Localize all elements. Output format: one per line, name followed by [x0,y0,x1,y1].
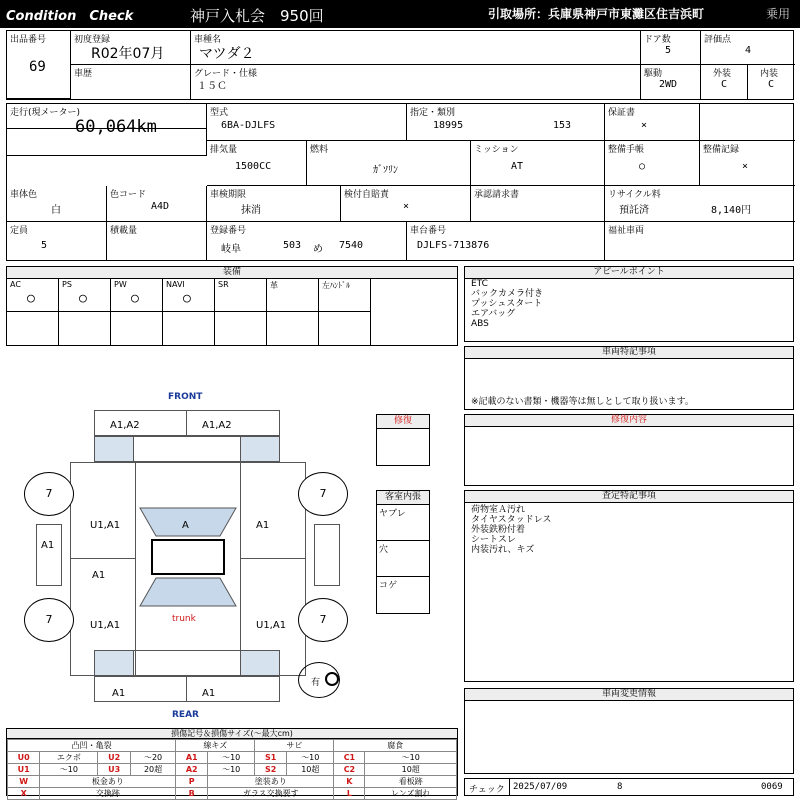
reg-class: 503 [283,240,302,251]
lot-number: 69 [29,59,46,75]
appeal-line: ABS [471,319,489,329]
footer-bar [464,778,794,796]
legend-code-cell: レンズ割れ [365,788,457,800]
assessment-line: 荷物室Ａ汚れ [471,505,526,515]
load-label: 積載量 [110,226,138,236]
legend-cell: S2 [255,764,287,776]
legend-cell: 10超 [287,764,334,776]
equipment-value: ○ [27,291,35,306]
header-bar [0,0,800,28]
equipment-title: 装備 [7,267,457,279]
tire-front-left: 7 [24,472,74,516]
appeal-line: エアバッグ [471,309,516,319]
legend-cell: U0 [8,752,40,764]
welfare-cell [605,222,795,260]
recycle-cell [605,186,795,222]
equipment-item [163,279,215,312]
equipment-blank [163,312,215,345]
cabin-item: 穴 [377,541,429,577]
fuel-label: 燃料 [310,145,329,155]
equipment-value: ○ [183,291,191,306]
appeal-line: ETC [471,279,488,289]
reg-no-label: 登録番号 [210,226,247,236]
special-panel [464,346,794,410]
mark-rear-left: A1 [112,688,126,699]
assessment-title: 査定特記事項 [465,491,793,503]
warranty-blank-cell [700,104,795,141]
cabin-box [376,490,430,614]
equipment-label: AC [10,280,21,289]
car-name-label: 車種名 [194,35,222,45]
legend-code-cell: B [176,788,208,800]
legend-cell: C2 [334,764,365,776]
header-left: Condition Check [6,9,134,24]
assessment-panel [464,490,794,682]
change-info-title: 車両変更情報 [465,689,793,701]
maint-record-label: 整備記録 [703,145,740,155]
mark-roof: A [182,520,189,531]
exterior-cell [701,65,748,99]
color-cell [7,186,107,222]
appeal-line: バックカメラ付き [471,289,544,299]
fuel-cell [307,141,471,186]
vehicle-top-block [6,30,794,100]
color-code-label: 色コード [110,190,147,200]
tire-rear-right: 7 [298,598,348,642]
score-label: 評価点 [704,35,732,45]
lot-cell [7,31,71,99]
interior-cell [748,65,795,99]
cabin-title: 客室内張 [377,491,429,505]
designation-label: 指定・類別 [410,108,456,118]
drive-label: 駆動 [644,69,663,79]
special-note: ※記載のない書類・機器等は無しとして取り扱います。 [471,397,694,407]
load-cell [107,222,207,260]
pickup-location: 引取場所：兵庫県神戸市東灘区住吉浜町 [488,7,705,21]
tire-front-right: 7 [298,472,348,516]
drive-value: 2WD [659,79,678,90]
equipment-value: ○ [79,291,87,306]
change-info-panel [464,688,794,774]
check-num: 8 [617,782,623,792]
mileage-label: 走行(現メーター) [10,108,81,118]
equipment-blank [215,312,267,345]
repair-title: 修復 [377,415,429,429]
car-name-cell [191,31,641,65]
maint-note-value: ○ [639,161,646,172]
side-panel-left [36,524,62,586]
legend-cell: エクボ [40,752,98,764]
legend-code-cell: ガラス交換要す [208,788,334,800]
mileage-value: 60,064km [75,117,157,137]
grade-cell [191,65,641,99]
recycle-status: 預託済 [619,205,649,216]
legend-cell: U2 [98,752,130,764]
equipment-label: SR [218,280,229,289]
color-code-cell [107,186,207,222]
model-cell [207,104,407,141]
repair-content-panel [464,414,794,486]
recycle-label: リサイクル料 [608,190,661,200]
score-value: 4 [745,45,752,56]
capacity-cell [7,222,107,260]
legend-code-cell: 交換跡 [40,788,176,800]
equipment-item [59,279,111,312]
spare-label: 有 [311,678,321,688]
legend-cell: A2 [176,764,208,776]
maint-note-label: 整備手帳 [608,145,645,155]
designation-value: 18995 [433,120,464,131]
capacity-value: 5 [41,240,48,251]
check-label: チェック [469,785,505,795]
legend-code-cell: 塗装あり [208,776,334,788]
inspection-label: 車検期限 [210,190,247,200]
legend-cell: ～10 [208,752,255,764]
assessment-line: 内装汚れ、キズ [471,545,535,555]
color-value: 白 [51,205,61,216]
rear-label: REAR [172,710,199,720]
lot-label: 出品番号 [10,35,47,45]
warranty-value: × [641,120,648,131]
check-date: 2025/07/09 [513,782,568,792]
insurance-value: × [403,201,410,212]
exterior-value: C [721,79,728,90]
side-panel-right [314,524,340,586]
legend-panel [6,728,458,796]
exterior-label: 外装 [713,69,732,79]
fuel-value: ｶﾞｿﾘﾝ [373,165,398,176]
legend-cell: ～10 [208,764,255,776]
color-label: 車体色 [10,190,38,200]
equipment-label: PW [114,280,127,289]
reg-no-cell [207,222,407,260]
displacement-cell [207,141,307,186]
mark-door-fr: A1 [256,520,270,531]
category-label: 乗用 [766,7,791,21]
category-no-value: 153 [553,120,572,131]
model-label: 型式 [210,108,229,118]
legend-header: 凸凹・亀裂 [8,740,176,752]
equipment-blank [319,312,371,345]
legend-code-cell: W [8,776,40,788]
cabin-item: コゲ [379,581,398,591]
chassis-value: DJLFS-713876 [417,240,490,251]
legend-table [7,739,457,800]
spare-tire [298,662,340,698]
reg-area: 岐阜 [221,244,241,255]
welfare-label: 福祉車両 [608,226,645,236]
legend-title: 損傷記号＆損傷サイズ(～最大cm) [7,729,457,739]
legend-cell: ～20 [130,752,176,764]
grade-label: グレード・仕様 [194,69,258,79]
legend-header: 腐食 [334,740,457,752]
legend-cell: C1 [334,752,365,764]
grade-value: １５Ｃ [197,81,227,92]
maint-note-cell [605,141,700,186]
model-value: 6BA-DJLFS [221,120,276,131]
legend-code-cell: L [334,788,365,800]
mark-rear-right: A1 [202,688,216,699]
equipment-label: 革 [270,281,278,290]
legend-cell: ～10 [40,764,98,776]
legend-cell: ～10 [287,752,334,764]
car-name: マツダ２ [199,46,255,62]
maint-record-cell [700,141,795,186]
legend-cell: ～10 [365,752,457,764]
repair-box [376,414,430,466]
insurance-cell [341,186,471,222]
equipment-item [215,279,267,312]
doors-value: 5 [665,45,672,56]
equipment-item [7,279,59,312]
spare-mark-icon [325,672,339,686]
equipment-label: PS [62,280,72,289]
score-cell [701,31,795,65]
trunk-label: trunk [172,614,196,624]
mark-door-rr: U1,A1 [256,620,287,631]
designation-cell [407,104,605,141]
displacement-value: 1500CC [235,161,272,172]
equipment-value: ○ [131,291,139,306]
legend-cell: 20超 [130,764,176,776]
insurance-label: 検付自賠責 [344,190,390,200]
damage-diagram [0,388,460,722]
equipment-blank [267,312,319,345]
cabin-item: ヤブレ [377,505,429,541]
approval-label: 承認請求書 [474,190,520,200]
first-reg-cell [71,31,191,65]
vehicle-detail-block [6,103,794,261]
capacity-label: 定員 [10,226,29,236]
equipment-panel [6,266,458,346]
reg-kana: め [313,244,323,255]
chassis-label: 車台番号 [410,226,447,236]
legend-cell: U1 [8,764,40,776]
chassis-cell [407,222,605,260]
interior-label: 内装 [760,69,779,79]
history-label: 車歴 [74,69,93,79]
equipment-label: NAVI [166,280,185,289]
legend-header: 線キズ [176,740,255,752]
doors-label: ドア数 [644,35,671,45]
assessment-line: 外装鉄粉付着 [471,525,526,535]
color-code-value: A4D [151,201,170,212]
reg-num: 7540 [339,240,364,251]
equipment-item [267,279,319,312]
inspection-value: 抹消 [241,205,261,216]
mission-value: AT [511,161,524,172]
first-reg-value: R02年07月 [91,46,165,62]
header-title: 神戸入札会 950回 [190,7,324,25]
drive-cell [641,65,701,99]
mark-side-left: A1 [41,540,55,551]
legend-cell: 10超 [365,764,457,776]
first-reg-label: 初度登録 [74,35,111,45]
legend-header: サビ [255,740,334,752]
legend-code-cell: 板金あり [40,776,176,788]
legend-code-cell: P [176,776,208,788]
legend-cell: A1 [176,752,208,764]
mark-front-left: A1,A2 [110,420,140,431]
history-cell [71,65,191,99]
tire-rear-left: 7 [24,598,74,642]
warranty-label: 保証書 [608,108,636,118]
interior-value: C [768,79,775,90]
mark-door-rl: U1,A1 [90,620,121,631]
doors-cell [641,31,701,65]
equipment-blank [7,312,59,345]
legend-code-cell: K [334,776,365,788]
appeal-line: プッシュスタート [471,299,543,309]
special-title: 車両特記事項 [465,347,793,359]
mark-door-rl-upper: A1 [92,570,106,581]
mark-door-fl: U1,A1 [90,520,121,531]
appeal-title: アピールポイント [465,267,793,279]
repair-content-title: 修復内容 [465,415,793,427]
assessment-line: タイヤスタッドレス [471,515,552,525]
legend-cell: U3 [98,764,130,776]
equipment-label: 左ﾊﾝﾄﾞﾙ [322,281,350,290]
warranty-cell [605,104,700,141]
mark-front-right: A1,A2 [202,420,232,431]
mission-label: ミッション [474,145,519,155]
assessment-line: シートスレ [471,535,516,545]
recycle-fee: 8,140円 [711,205,752,216]
inspection-cell [207,186,341,222]
check-code: 0069 [761,782,783,792]
appeal-panel [464,266,794,342]
legend-code-cell: X [8,788,40,800]
maint-record-value: × [742,161,749,172]
displacement-label: 排気量 [210,145,238,155]
legend-code-cell: 看板跡 [365,776,457,788]
equipment-item [319,279,371,312]
equipment-blank [59,312,111,345]
legend-cell: S1 [255,752,287,764]
equipment-blank [111,312,163,345]
mileage-cell [7,104,207,156]
equipment-item [111,279,163,312]
approval-cell [471,186,605,222]
mission-cell [471,141,605,186]
front-label: FRONT [168,392,203,402]
